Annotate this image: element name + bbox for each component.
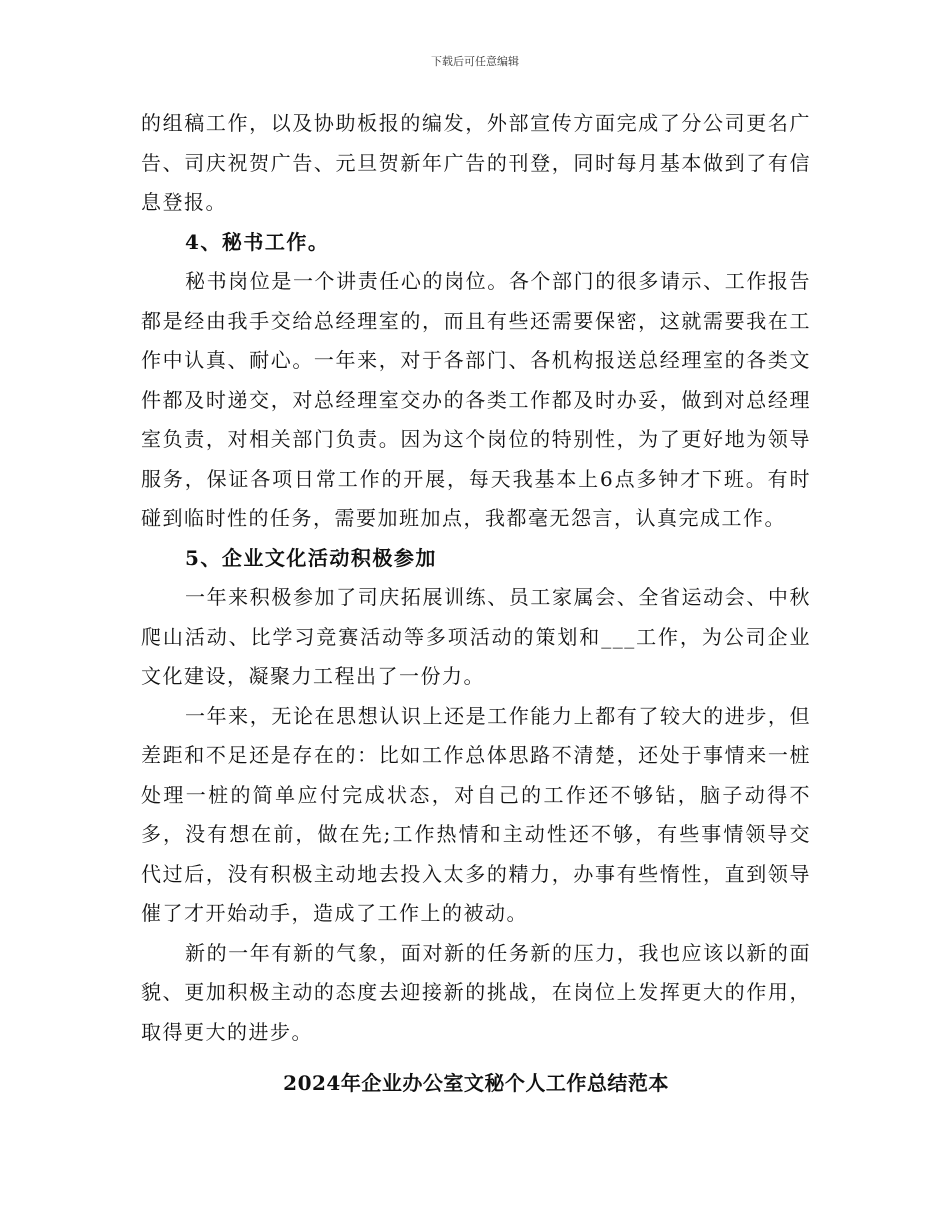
next-document-title: 2024年企业办公室文秘个人工作总结范本 <box>283 1071 669 1095</box>
paragraph-shortcomings: 一年来，无论在思想认识上还是工作能力上都有了较大的进步，但差距和不足还是存在的：比如工作总体思路不清楚，还处于事情来一桩处理一桩的简单应付完成状态，对自己的工作还不够钻，脑子动得不多，没有想在前，做在先;工作热情和主动性还不够，有些事情领导交代过后，没有积极主动地去投入太多的精力，办事有些惰性，直到领导催了才开始动手，造成了工作上的被动。 <box>141 703 811 925</box>
document-body <box>141 104 811 1104</box>
header-note: 下载后可任意编辑 <box>431 55 519 68</box>
paragraph-continuation: 的组稿工作，以及协助板报的编发，外部宣传方面完成了分公司更名广告、司庆祝贺广告、元旦贺新年广告的刊登，同时每月基本做到了有信息登报。 <box>141 111 811 214</box>
paragraph-corporate-culture: 一年来积极参加了司庆拓展训练、员工家属会、全省运动会、中秋爬山活动、比学习竞赛活动等多项活动的策划和___工作，为公司企业文化建设，凝聚力工程出了一份力。 <box>141 585 811 688</box>
paragraph-outlook: 新的一年有新的气象，面对新的任务新的压力，我也应该以新的面貌、更加积极主动的态度去迎接新的挑战，在岗位上发挥更大的作用，取得更大的进步。 <box>141 940 811 1044</box>
section-heading-corporate-culture: 5、企业文化活动积极参加 <box>185 545 437 570</box>
section-heading-secretary-work: 4、秘书工作。 <box>185 229 330 254</box>
paragraph-secretary-work: 秘书岗位是一个讲责任心的岗位。各个部门的很多请示、工作报告都是经由我手交给总经理室的，而且有些还需要保密，这就需要我在工作中认真、耐心。一年来，对于各部门、各机构报送总经理室的各类文件都及时递交，对总经理室交办的各类工作都及时办妥，做到对总经理室负责，对相关部门负责。因为这个岗位的特别性，为了更好地为领导服务，保证各项日常工作的开展，每天我基本上6点多钟才下班。有时碰到临时性的任务，需要加班加点，我都毫无怨言，认真完成工作。 <box>141 269 811 530</box>
